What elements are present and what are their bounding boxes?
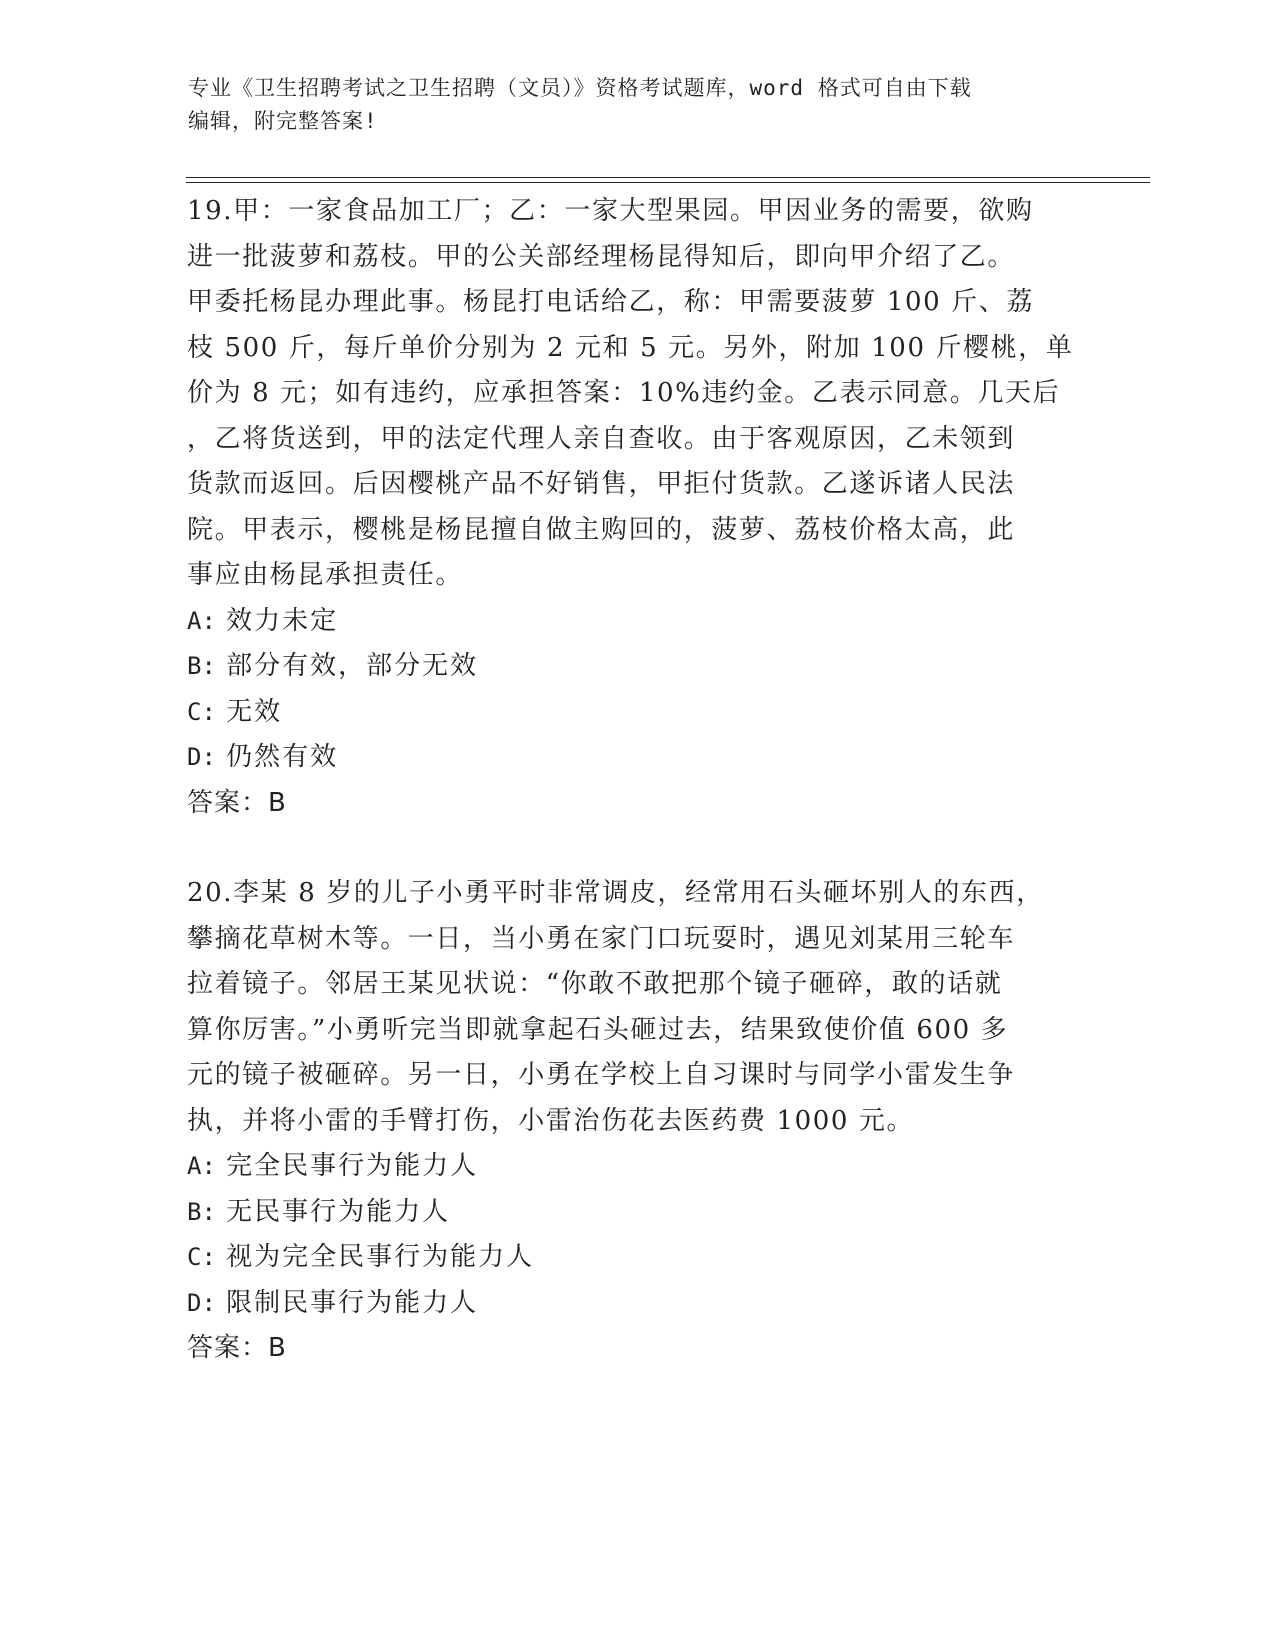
option-letter: D:: [187, 1288, 216, 1317]
option-text: 限制民事行为能力人: [226, 1287, 479, 1318]
question-stem-line: 元的镜子被砸碎。另一日，小勇在学校上自习课时与同学小雷发生争: [187, 1060, 1016, 1090]
question-stem-line: 货款而返回。后因樱桃产品不好销售，甲拒付货款。乙遂诉诸人民法: [187, 469, 1016, 499]
option-text: 部分有效，部分无效: [226, 651, 479, 681]
header-line: 编辑，附完整答案!: [188, 109, 378, 133]
option-letter: C:: [187, 697, 216, 726]
option-letter: B:: [187, 652, 216, 680]
option-text: 效力未定: [226, 605, 339, 636]
option-d: [187, 1281, 1087, 1327]
header-divider-top: [186, 177, 1150, 178]
question-stem-line: 攀摘花草树木等。一日，当小勇在家门口玩耍时，遇见刘某用三轮车: [187, 923, 1016, 954]
question-20: [187, 871, 1087, 1372]
question-stem-line: 甲委托杨昆办理此事。杨昆打电话给乙，称：甲需要菠萝 100 斤、荔: [187, 287, 1034, 317]
option-letter: C:: [187, 1243, 216, 1271]
option-text: 无效: [226, 696, 283, 727]
option-a: [187, 1144, 1087, 1190]
option-letter: B:: [187, 1197, 216, 1226]
question-stem-line: 20.李某 8 岁的儿子小勇平时非常调皮，经常用石头砸坏别人的东西，: [187, 878, 1044, 908]
header-divider-bottom: [186, 182, 1150, 183]
question-stem-line: 19.甲：一家食品加工厂；乙：一家大型果园。甲因业务的需要，欲购: [187, 196, 1034, 226]
option-text: 无民事行为能力人: [226, 1196, 451, 1227]
option-text: 视为完全民事行为能力人: [226, 1242, 535, 1272]
question-stem-line: 事应由杨昆承担责任。: [187, 560, 464, 590]
question-stem-line: 价为 8 元；如有违约，应承担答案：10%违约金。乙表示同意。几天后: [187, 378, 1061, 408]
answer-line: 答案：B: [187, 1333, 287, 1363]
option-c: [187, 690, 1087, 736]
question-stem-line: 算你厉害。”小勇听完当即就拿起石头砸过去，结果致使价值 600 多: [187, 1014, 1009, 1045]
option-d: [187, 735, 1087, 781]
option-letter: D:: [187, 743, 216, 771]
header-line: 专业《卫生招聘考试之卫生招聘（文员）》资格考试题库，word 格式可自由下载: [188, 76, 972, 100]
answer-line: 答案：B: [187, 787, 287, 818]
option-c: [187, 1235, 1087, 1281]
option-b: [187, 1190, 1087, 1236]
option-text: 仍然有效: [226, 742, 339, 772]
question-stem-line: 拉着镜子。邻居王某见状说：“你敢不敢把那个镜子砸碎，敢的话就: [187, 969, 1003, 999]
document-header: [188, 72, 1088, 138]
option-letter: A:: [187, 1152, 216, 1180]
option-a: [187, 599, 1087, 645]
question-stem-line: ，乙将货送到，甲的法定代理人亲自查收。由于客观原因，乙未领到: [187, 423, 1016, 454]
question-stem-line: 院。甲表示，樱桃是杨昆擅自做主购回的，菠萝、荔枝价格太高，此: [187, 514, 1016, 545]
question-stem-line: 枝 500 斤，每斤单价分别为 2 元和 5 元。另外，附加 100 斤樱桃，单: [187, 332, 1074, 363]
option-text: 完全民事行为能力人: [226, 1151, 479, 1181]
option-b: [187, 644, 1087, 690]
question-19: [187, 189, 1087, 826]
option-letter: A:: [187, 606, 216, 635]
question-stem-line: 执，并将小雷的手臂打伤，小雷治伤花去医药费 1000 元。: [187, 1105, 915, 1136]
question-stem-line: 进一批菠萝和荔枝。甲的公关部经理杨昆得知后，即向甲介绍了乙。: [187, 241, 1016, 272]
